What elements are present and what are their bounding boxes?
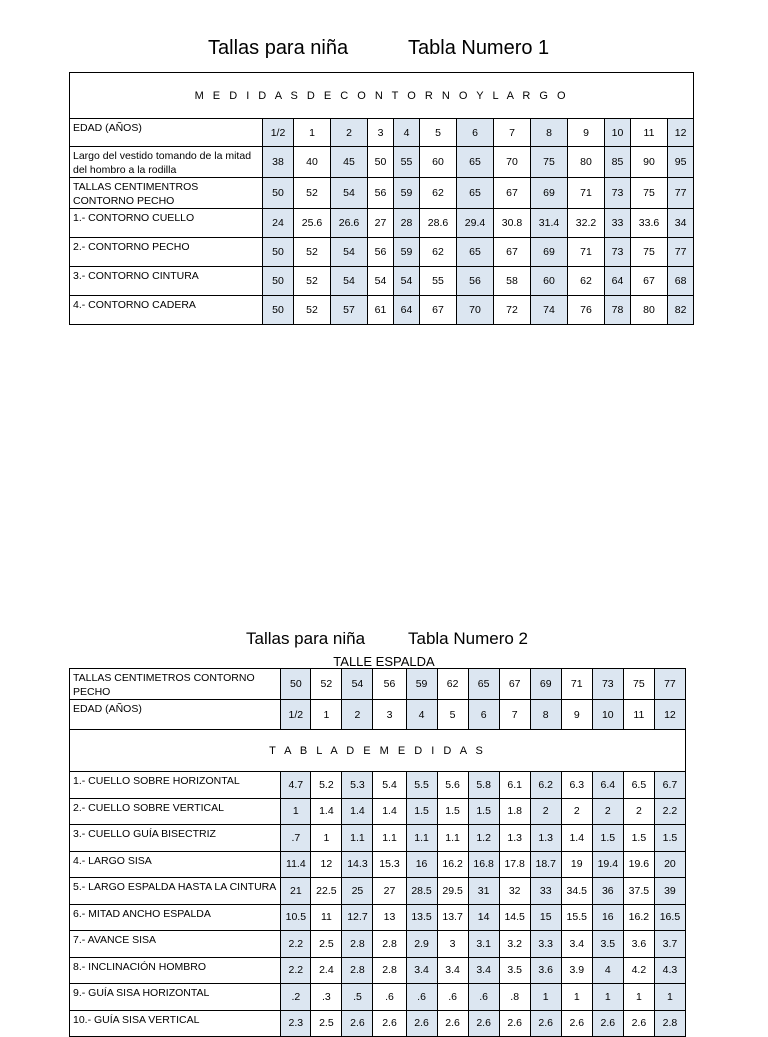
cell-value: 2.5: [311, 931, 342, 958]
cell-value: 1: [654, 984, 685, 1011]
cell-value: 1: [281, 798, 311, 825]
table1: [69, 72, 694, 325]
cell-value: 27: [368, 209, 394, 238]
table2-row: [70, 825, 686, 852]
cell-value: 50: [281, 669, 311, 700]
table2-row: [70, 931, 686, 958]
cell-value: 13: [373, 904, 406, 931]
cell-value: 60: [420, 147, 457, 178]
cell-value: 22.5: [311, 878, 342, 905]
cell-value: 2.3: [281, 1010, 311, 1037]
cell-value: 1: [294, 119, 331, 147]
cell-value: 1.5: [468, 798, 499, 825]
cell-value: 8: [530, 700, 561, 730]
cell-value: 5.6: [437, 772, 468, 799]
cell-value: 56: [373, 669, 406, 700]
cell-value: 12: [668, 119, 694, 147]
cell-value: 2.6: [561, 1010, 592, 1037]
table1-number: Tabla Numero 1: [408, 37, 550, 59]
cell-value: 18.7: [530, 851, 561, 878]
cell-value: 2.5: [311, 1010, 342, 1037]
cell-value: 4.2: [623, 957, 654, 984]
cell-value: 33: [530, 878, 561, 905]
row-label: 6.- MITAD ANCHO ESPALDA: [70, 904, 281, 931]
cell-value: 80: [568, 147, 605, 178]
cell-value: 54: [368, 267, 394, 296]
cell-value: 16.2: [437, 851, 468, 878]
cell-value: 54: [394, 267, 420, 296]
cell-value: 6.5: [623, 772, 654, 799]
cell-value: 1.5: [592, 825, 623, 852]
row-label: TALLAS CENTIMENTROS CONTORNO PECHO: [70, 178, 263, 209]
cell-value: 3.4: [406, 957, 437, 984]
cell-value: 29.5: [437, 878, 468, 905]
cell-value: 5.8: [468, 772, 499, 799]
cell-value: 36: [592, 878, 623, 905]
cell-value: 59: [406, 669, 437, 700]
cell-value: 67: [420, 296, 457, 325]
cell-value: 71: [568, 178, 605, 209]
cell-value: 16.5: [654, 904, 685, 931]
cell-value: 60: [531, 267, 568, 296]
table1-row: [70, 238, 694, 267]
row-label: 10.- GUÍA SISA VERTICAL: [70, 1010, 281, 1037]
cell-value: 15.5: [561, 904, 592, 931]
cell-value: 2.6: [373, 1010, 406, 1037]
cell-value: 75: [631, 178, 668, 209]
cell-value: 67: [631, 267, 668, 296]
cell-value: 62: [568, 267, 605, 296]
cell-value: 73: [605, 238, 631, 267]
cell-value: 62: [420, 178, 457, 209]
cell-value: 1.4: [311, 798, 342, 825]
cell-value: 69: [531, 178, 568, 209]
cell-value: 2.8: [373, 957, 406, 984]
cell-value: 2: [331, 119, 368, 147]
row-label: 4.- CONTORNO CADERA: [70, 296, 263, 325]
cell-value: 2.6: [468, 1010, 499, 1037]
cell-value: 12: [654, 700, 685, 730]
cell-value: 11: [311, 904, 342, 931]
cell-value: 50: [263, 178, 294, 209]
cell-value: 1: [311, 700, 342, 730]
cell-value: 1.5: [623, 825, 654, 852]
cell-value: 61: [368, 296, 394, 325]
row-label: TALLAS CENTIMETROS CONTORNO PECHO: [70, 669, 281, 700]
cell-value: 69: [531, 238, 568, 267]
cell-value: 64: [605, 267, 631, 296]
cell-value: 1/2: [281, 700, 311, 730]
cell-value: 1: [530, 984, 561, 1011]
cell-value: 2.8: [342, 931, 373, 958]
cell-value: 19.6: [623, 851, 654, 878]
cell-value: 62: [437, 669, 468, 700]
cell-value: 25.6: [294, 209, 331, 238]
table2-row: [70, 851, 686, 878]
table2: [69, 668, 686, 1037]
table1-row: [70, 147, 694, 178]
cell-value: 19.4: [592, 851, 623, 878]
cell-value: 82: [668, 296, 694, 325]
cell-value: 15.3: [373, 851, 406, 878]
cell-value: 59: [394, 238, 420, 267]
cell-value: 3.4: [468, 957, 499, 984]
cell-value: 1.1: [437, 825, 468, 852]
cell-value: 75: [623, 669, 654, 700]
cell-value: 72: [494, 296, 531, 325]
cell-value: 2.2: [281, 931, 311, 958]
cell-value: 76: [568, 296, 605, 325]
cell-value: 10.5: [281, 904, 311, 931]
row-label: 2.- CUELLO SOBRE VERTICAL: [70, 798, 281, 825]
cell-value: 13.5: [406, 904, 437, 931]
cell-value: 16.2: [623, 904, 654, 931]
cell-value: 3.5: [592, 931, 623, 958]
cell-value: 80: [631, 296, 668, 325]
cell-value: 56: [457, 267, 494, 296]
cell-value: 2.6: [623, 1010, 654, 1037]
cell-value: 52: [294, 178, 331, 209]
cell-value: 3.4: [561, 931, 592, 958]
cell-value: 1.5: [406, 798, 437, 825]
cell-value: 12: [311, 851, 342, 878]
cell-value: 3.7: [654, 931, 685, 958]
cell-value: 50: [368, 147, 394, 178]
cell-value: 55: [420, 267, 457, 296]
cell-value: 2.8: [373, 931, 406, 958]
cell-value: 1.5: [654, 825, 685, 852]
row-label: 1.- CONTORNO CUELLO: [70, 209, 263, 238]
cell-value: 4.7: [281, 772, 311, 799]
cell-value: 77: [654, 669, 685, 700]
cell-value: 1.1: [373, 825, 406, 852]
cell-value: 31: [468, 878, 499, 905]
cell-value: 40: [294, 147, 331, 178]
cell-value: 37.5: [623, 878, 654, 905]
cell-value: 54: [342, 669, 373, 700]
cell-value: .3: [311, 984, 342, 1011]
cell-value: 73: [605, 178, 631, 209]
cell-value: 1.2: [468, 825, 499, 852]
cell-value: 55: [394, 147, 420, 178]
cell-value: 65: [468, 669, 499, 700]
cell-value: 62: [420, 238, 457, 267]
cell-value: 3.4: [437, 957, 468, 984]
cell-value: 65: [457, 178, 494, 209]
table2-row: [70, 669, 686, 700]
cell-value: 7: [494, 119, 531, 147]
cell-value: 70: [494, 147, 531, 178]
cell-value: 3: [437, 931, 468, 958]
cell-value: 19: [561, 851, 592, 878]
cell-value: 6.4: [592, 772, 623, 799]
cell-value: 1.4: [373, 798, 406, 825]
cell-value: 12.7: [342, 904, 373, 931]
cell-value: 2.4: [311, 957, 342, 984]
cell-value: 65: [457, 238, 494, 267]
cell-value: .6: [406, 984, 437, 1011]
cell-value: 2.8: [654, 1010, 685, 1037]
cell-value: 1.8: [499, 798, 530, 825]
cell-value: 14.3: [342, 851, 373, 878]
cell-value: 58: [494, 267, 531, 296]
cell-value: 17.8: [499, 851, 530, 878]
cell-value: 3: [373, 700, 406, 730]
cell-value: 28.6: [420, 209, 457, 238]
cell-value: .6: [373, 984, 406, 1011]
table2-row: [70, 957, 686, 984]
cell-value: 25: [342, 878, 373, 905]
cell-value: 5.4: [373, 772, 406, 799]
cell-value: 34: [668, 209, 694, 238]
cell-value: 5.3: [342, 772, 373, 799]
cell-value: 11: [631, 119, 668, 147]
cell-value: 27: [373, 878, 406, 905]
cell-value: 78: [605, 296, 631, 325]
cell-value: 1: [623, 984, 654, 1011]
cell-value: 2.6: [592, 1010, 623, 1037]
row-label: EDAD (AÑOS): [70, 700, 281, 730]
cell-value: 33.6: [631, 209, 668, 238]
row-label: Largo del vestido tomando de la mitad del hombro a la rodilla: [70, 147, 263, 178]
cell-value: 33: [605, 209, 631, 238]
cell-value: 45: [331, 147, 368, 178]
cell-value: .2: [281, 984, 311, 1011]
table1-header: M E D I D A S D E C O N T O R N O Y L A R G O: [70, 73, 694, 119]
cell-value: 21: [281, 878, 311, 905]
cell-value: 6.7: [654, 772, 685, 799]
cell-value: 3.3: [530, 931, 561, 958]
cell-value: 1.4: [561, 825, 592, 852]
cell-value: 50: [263, 296, 294, 325]
cell-value: .8: [499, 984, 530, 1011]
cell-value: 2: [623, 798, 654, 825]
cell-value: 2: [342, 700, 373, 730]
cell-value: .6: [468, 984, 499, 1011]
cell-value: 71: [561, 669, 592, 700]
table2-row: [70, 984, 686, 1011]
cell-value: 34.5: [561, 878, 592, 905]
row-label: 3.- CONTORNO CINTURA: [70, 267, 263, 296]
cell-value: 14: [468, 904, 499, 931]
cell-value: 75: [631, 238, 668, 267]
cell-value: 52: [311, 669, 342, 700]
cell-value: 6: [468, 700, 499, 730]
table2-subtitle: TALLE ESPALDA: [333, 654, 435, 669]
cell-value: 67: [494, 238, 531, 267]
table2-header: T A B L A D E M E D I D A S: [70, 730, 686, 772]
cell-value: 29.4: [457, 209, 494, 238]
table2-row: [70, 904, 686, 931]
cell-value: 16: [592, 904, 623, 931]
cell-value: 54: [331, 267, 368, 296]
cell-value: 31.4: [531, 209, 568, 238]
cell-value: 15: [530, 904, 561, 931]
row-label: 3.- CUELLO GUÍA BISECTRIZ: [70, 825, 281, 852]
cell-value: 24: [263, 209, 294, 238]
cell-value: 5: [437, 700, 468, 730]
table2-row: [70, 878, 686, 905]
table2-title: Tallas para niña: [246, 629, 366, 648]
cell-value: 5: [420, 119, 457, 147]
row-label: 4.- LARGO SISA: [70, 851, 281, 878]
cell-value: 8: [531, 119, 568, 147]
cell-value: 13.7: [437, 904, 468, 931]
table1-row: [70, 178, 694, 209]
cell-value: 59: [394, 178, 420, 209]
cell-value: 6.2: [530, 772, 561, 799]
row-label: 5.- LARGO ESPALDA HASTA LA CINTURA: [70, 878, 281, 905]
cell-value: 9: [561, 700, 592, 730]
cell-value: .6: [437, 984, 468, 1011]
cell-value: 11: [623, 700, 654, 730]
cell-value: 77: [668, 238, 694, 267]
cell-value: 2: [561, 798, 592, 825]
cell-value: 4: [592, 957, 623, 984]
cell-value: 68: [668, 267, 694, 296]
cell-value: 2.6: [342, 1010, 373, 1037]
cell-value: 14.5: [499, 904, 530, 931]
cell-value: 71: [568, 238, 605, 267]
cell-value: 50: [263, 267, 294, 296]
cell-value: 2.2: [654, 798, 685, 825]
cell-value: 56: [368, 238, 394, 267]
cell-value: 39: [654, 878, 685, 905]
row-label: EDAD (AÑOS): [70, 119, 263, 147]
cell-value: .7: [281, 825, 311, 852]
cell-value: 16: [406, 851, 437, 878]
cell-value: 4: [394, 119, 420, 147]
cell-value: 1.5: [437, 798, 468, 825]
cell-value: 64: [394, 296, 420, 325]
cell-value: 5.5: [406, 772, 437, 799]
row-label: 7.- AVANCE SISA: [70, 931, 281, 958]
cell-value: 90: [631, 147, 668, 178]
cell-value: 2.9: [406, 931, 437, 958]
cell-value: 2.6: [499, 1010, 530, 1037]
cell-value: 52: [294, 267, 331, 296]
table2-row: [70, 700, 686, 730]
cell-value: 3.6: [623, 931, 654, 958]
cell-value: 73: [592, 669, 623, 700]
cell-value: 3.2: [499, 931, 530, 958]
cell-value: 50: [263, 238, 294, 267]
cell-value: 1: [592, 984, 623, 1011]
cell-value: .5: [342, 984, 373, 1011]
cell-value: 3.5: [499, 957, 530, 984]
cell-value: 67: [494, 178, 531, 209]
table1-row: [70, 119, 694, 147]
table1-title: Tallas para niña: [208, 37, 349, 59]
cell-value: 2.6: [406, 1010, 437, 1037]
cell-value: 16.8: [468, 851, 499, 878]
cell-value: 70: [457, 296, 494, 325]
cell-value: 1.1: [406, 825, 437, 852]
cell-value: 32: [499, 878, 530, 905]
cell-value: 2.8: [342, 957, 373, 984]
table2-row: [70, 798, 686, 825]
cell-value: 54: [331, 178, 368, 209]
table1-row: [70, 209, 694, 238]
cell-value: 1.3: [499, 825, 530, 852]
cell-value: 69: [530, 669, 561, 700]
table1-row: [70, 267, 694, 296]
table2-number: Tabla Numero 2: [408, 629, 529, 648]
cell-value: 52: [294, 296, 331, 325]
cell-value: 30.8: [494, 209, 531, 238]
cell-value: 2: [530, 798, 561, 825]
cell-value: 1: [311, 825, 342, 852]
cell-value: 3.1: [468, 931, 499, 958]
cell-value: 1/2: [263, 119, 294, 147]
cell-value: 1.4: [342, 798, 373, 825]
cell-value: 2: [592, 798, 623, 825]
table2-row: [70, 772, 686, 799]
cell-value: 10: [605, 119, 631, 147]
row-label: 1.- CUELLO SOBRE HORIZONTAL: [70, 772, 281, 799]
cell-value: 95: [668, 147, 694, 178]
cell-value: 4: [406, 700, 437, 730]
cell-value: 52: [294, 238, 331, 267]
cell-value: 67: [499, 669, 530, 700]
cell-value: 54: [331, 238, 368, 267]
cell-value: 3.6: [530, 957, 561, 984]
table1-row: [70, 296, 694, 325]
row-label: 2.- CONTORNO PECHO: [70, 238, 263, 267]
cell-value: 11.4: [281, 851, 311, 878]
cell-value: 85: [605, 147, 631, 178]
cell-value: 28.5: [406, 878, 437, 905]
cell-value: 7: [499, 700, 530, 730]
cell-value: 10: [592, 700, 623, 730]
cell-value: 77: [668, 178, 694, 209]
cell-value: 56: [368, 178, 394, 209]
cell-value: 57: [331, 296, 368, 325]
cell-value: 2.6: [437, 1010, 468, 1037]
cell-value: 5.2: [311, 772, 342, 799]
cell-value: 38: [263, 147, 294, 178]
cell-value: 1.3: [530, 825, 561, 852]
cell-value: 9: [568, 119, 605, 147]
table2-row: [70, 1010, 686, 1037]
cell-value: 3: [368, 119, 394, 147]
cell-value: 75: [531, 147, 568, 178]
cell-value: 6.1: [499, 772, 530, 799]
cell-value: 65: [457, 147, 494, 178]
cell-value: 6: [457, 119, 494, 147]
cell-value: 1: [561, 984, 592, 1011]
cell-value: 3.9: [561, 957, 592, 984]
cell-value: 4.3: [654, 957, 685, 984]
row-label: 8.- INCLINACIÓN HOMBRO: [70, 957, 281, 984]
cell-value: 32.2: [568, 209, 605, 238]
cell-value: 6.3: [561, 772, 592, 799]
cell-value: 26.6: [331, 209, 368, 238]
cell-value: 2.2: [281, 957, 311, 984]
cell-value: 20: [654, 851, 685, 878]
cell-value: 74: [531, 296, 568, 325]
cell-value: 2.6: [530, 1010, 561, 1037]
row-label: 9.- GUÍA SISA HORIZONTAL: [70, 984, 281, 1011]
cell-value: 28: [394, 209, 420, 238]
cell-value: 1.1: [342, 825, 373, 852]
